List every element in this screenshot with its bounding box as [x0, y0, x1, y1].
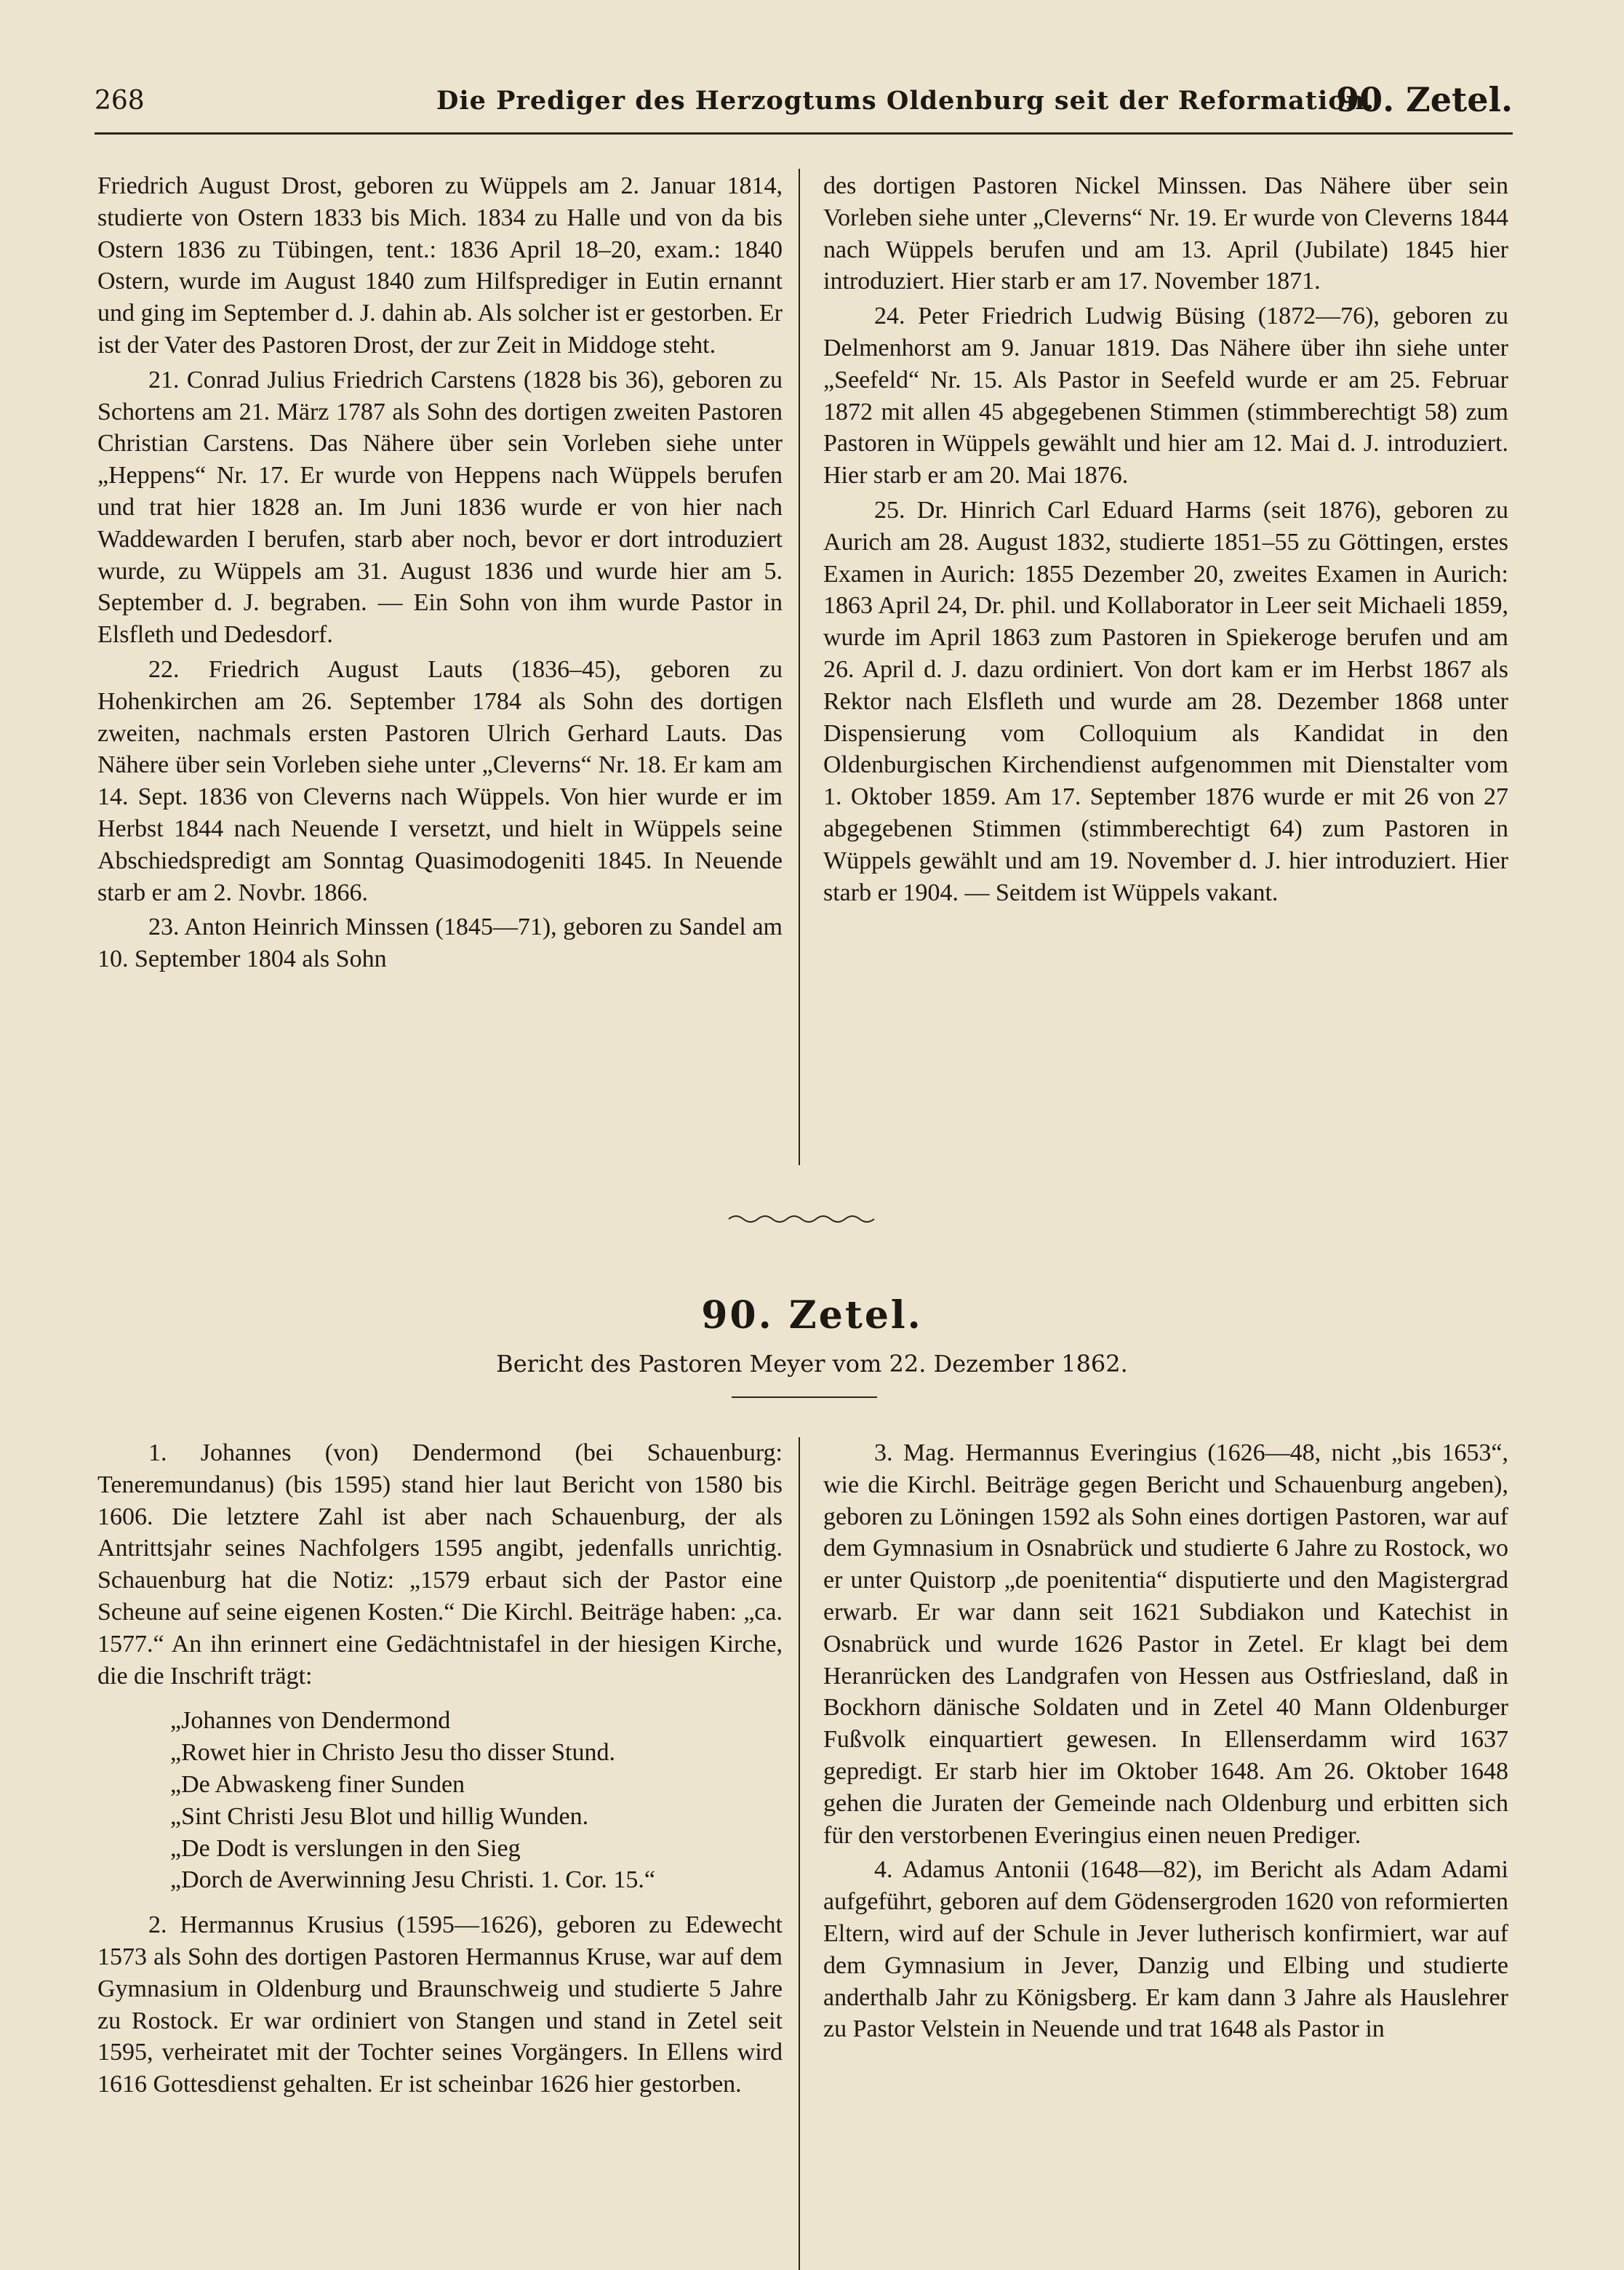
section-subtitle: Bericht des Pastoren Meyer vom 22. Dezember 1862. [496, 1350, 1128, 1378]
entry-continuation: Friedrich August Drost, geboren zu Wüppels am 2. Januar 1814, studierte von Ostern 1833 bis Mich. 1834 zu Halle und von da bis Ostern 1836 zu Tübingen, tent.: 1836 April 18–20, exam.: 1840 Ostern, wurde im August 1840 zum Hilfsprediger in Eutin ernannt und ging im September d. J. dahin ab. Als solcher ist er gestorben. Er ist der Vater des Pastoren Drost, der zur Zeit in Middoge steht. [97, 172, 783, 359]
entry-21: 21. Conrad Julius Friedrich Carstens (1828 bis 36), geboren zu Schortens am 21. März 1787 als Sohn des dortigen zweiten Pastoren Christian Carstens. Das Nähere über sein Vorleben siehe unter „Heppens“ Nr. 17. Er wurde von Heppens nach Wüppels berufen und trat hier 1828 an. Im Juni 1836 wurde er von hier nach Waddewarden I berufen, starb aber noch, bevor er dort introduziert wurde, zu Wüppels am 31. August 1836 und wurde hier am 5. September d. J. begraben. — Ein Sohn von ihm wurde Pastor in Elsfleth und Dedesdorf. [97, 366, 783, 649]
entry-23: 23. Anton Heinrich Minssen (1845—71), geboren zu Sandel am 10. September 1804 als Sohn [97, 914, 783, 973]
entry-25: 25. Dr. Hinrich Carl Eduard Harms (seit 1876), geboren zu Aurich am 28. August 1832, studierte 1851–55 zu Göttingen, erstes Examen in Aurich: 1855 Dezember 20, zweites Examen in Aurich: 1863 April 24, Dr. phil. und Kollaborator in Leer seit Michaeli 1859, wurde im April 1863 zum Pastoren in Spiekeroge berufen und am 26. April d. J. dazu ordiniert. Von dort kam er im Herbst 1867 als Rektor nach Elsfleth und wurde am 28. Dezember 1868 unter Dispensierung vom Colloquium als Kandidat in den Oldenburgischen Kirchendienst aufgenommen mit Dienstalter vom 1. Oktober 1859. Am 17. September 1876 wurde er mit 26 von 27 abgegebenen Stimmen (stimmberechtigt 64) zum Pastoren in Wüppels gewählt und am 19. November d. J. hier introduziert. Hier starb er 1904. — Seitdem ist Wüppels vakant. [823, 496, 1508, 906]
running-header [95, 80, 1513, 124]
ornament-divider [727, 1212, 880, 1226]
section-title: 90. Zetel. [701, 1293, 923, 1338]
verse-line: „Dorch de Averwinning Jesu Christi. 1. Cor. 15.“ [170, 1866, 656, 1894]
entry-23-continuation: des dortigen Pastoren Nickel Minssen. Das Nähere über sein Vorleben siehe unter „Cleverns“ Nr. 19. Er wurde von Cleverns 1844 nach Wüppels berufen und am 13. April (Jubilate) 1845 hier introduziert. Hier starb er am 17. November 1871. [823, 172, 1508, 295]
bottom-right-column [823, 1437, 1508, 2045]
header-rule [95, 132, 1513, 135]
entry-2: 2. Hermannus Krusius (1595—1626), geboren zu Edewecht 1573 als Sohn des dortigen Pastoren Hermannus Kruse, war auf dem Gymnasium in Oldenburg und Braunschweig und studierte 5 Jahre zu Rostock. Er war ordiniert von Stangen und stand in Zetel seit 1595, verheiratet mit der Tochter seines Vorgängers. In Ellens wird 1616 Gottesdienst gehalten. Er ist scheinbar 1626 hier gestorben. [97, 1911, 783, 2098]
running-title: Die Prediger des Herzogtums Oldenburg seit der Reformation. [436, 86, 1375, 116]
section-header: 90. Zetel. [1336, 80, 1513, 119]
verse-line: „Johannes von Dendermond [170, 1707, 451, 1735]
entry-22: 22. Friedrich August Lauts (1836–45), geboren zu Hohenkirchen am 26. September 1784 als Sohn des dortigen zweiten, nachmals ersten Pastoren Ulrich Gerhard Lauts. Das Nähere über sein Vorleben siehe unter „Cleverns“ Nr. 18. Er kam am 14. Sept. 1836 von Cleverns nach Wüppels. Von hier wurde er im Herbst 1844 nach Neuende I versetzt, und hielt in Wüppels seine Abschiedspredigt am Sonntag Quasimodogeniti 1845. In Neuende starb er am 2. Novbr. 1866. [97, 655, 783, 906]
page-number: 268 [95, 86, 145, 116]
entry-4: 4. Adamus Antonii (1648—82), im Bericht als Adam Adami aufgeführt, geboren auf dem Gödensergroden 1620 von reformierten Eltern, wird auf der Schule in Jever lutherisch konfirmiert, war auf dem Gymnasium in Jever, Danzig und Elbing und studierte anderthalb Jahr zu Königsberg. Er kam dann 3 Jahre als Hauslehrer zu Pastor Velstein in Neuende und trat 1648 als Pastor in [823, 1856, 1508, 2043]
verse-line: „Rowet hier in Christo Jesu tho disser Stund. [170, 1739, 615, 1767]
entry-3: 3. Mag. Hermannus Everingius (1626—48, nicht „bis 1653“, wie die Kirchl. Beiträge gegen Bericht und Schauenburg angeben), geboren zu Löningen 1592 als Sohn eines dortigen Pastoren, war auf dem Gymnasium in Osnabrück und studierte 6 Jahre zu Rostock, wo er unter Quistorp „de poenitentia“ disputierte und den Magistergrad erwarb. Er war dann seit 1621 Subdiakon und Katechist in Osnabrück und wurde 1626 Pastor in Zetel. Er klagt bei dem Heranrücken des Landgrafen von Hessen aus Ostfriesland, daß in Bockhorn dänische Soldaten und in Zetel 40 Mann Oldenburger Fußvolk einquartiert gewesen. In Ellenserdamm wird 1637 gepredigt. Er starb hier im Oktober 1648. Am 26. Oktober 1648 gehen die Juraten der Gemeinde nach Oldenburg und erbitten sich für den verstorbenen Everingius einen neuen Prediger. [823, 1439, 1508, 1849]
verse-line: „De Abwaskeng finer Sunden [170, 1770, 465, 1798]
top-right-column [823, 170, 1508, 908]
bottom-left-column [97, 1437, 783, 2101]
inscription-verse [97, 1705, 783, 1896]
column-divider-bottom [799, 1437, 800, 2270]
entry-24: 24. Peter Friedrich Ludwig Büsing (1872—76), geboren zu Delmenhorst am 9. Januar 1819. Das Nähere über ihn siehe unter „Seefeld“ Nr. 15. Als Pastor in Seefeld wurde er am 25. Februar 1872 mit allen 45 abgegebenen Stimmen (stimmberechtigt 58) zum Pastoren in Wüppels gewählt und hier am 12. Mai d. J. introduziert. Hier starb er am 20. Mai 1876. [823, 303, 1508, 489]
top-left-column [97, 170, 783, 975]
section-rule [732, 1396, 877, 1398]
verse-line: „De Dodt is verslungen in den Sieg [170, 1834, 521, 1862]
verse-line: „Sint Christi Jesu Blot und hillig Wunden. [170, 1802, 589, 1830]
entry-1: 1. Johannes (von) Dendermond (bei Schauenburg: Teneremundanus) (bis 1595) stand hier laut Bericht von 1580 bis 1606. Die letztere Zahl ist aber nach Schauenburg, der als Antrittsjahr seines Nachfolgers 1595 angibt, jedenfalls unrichtig. Schauenburg hat die Notiz: „1579 erbaut sich der Pastor eine Scheune auf seine eigenen Kosten.“ Die Kirchl. Beiträge haben: „ca. 1577.“ An ihn erinnert eine Gedächtnistafel in der hiesigen Kirche, die die Inschrift trägt: [97, 1439, 783, 1690]
column-divider-top [799, 169, 800, 1165]
